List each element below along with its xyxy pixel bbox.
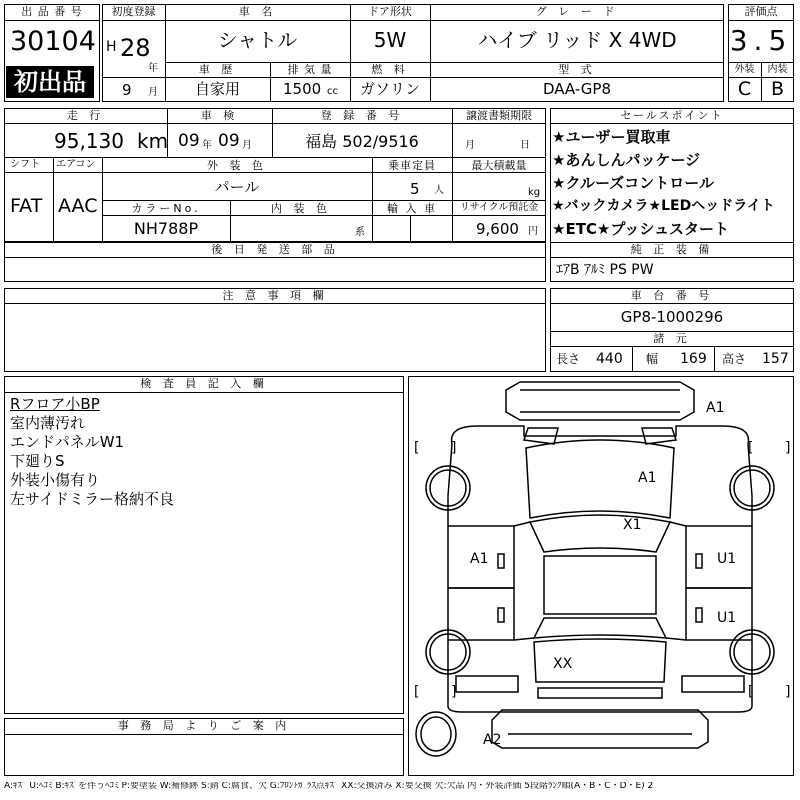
- spare-tire: [416, 712, 456, 756]
- registration-label: 登 録 番 号: [320, 109, 404, 122]
- int-color-label: 内 装 色: [271, 202, 331, 215]
- ext-color-label: 外 装 色: [207, 159, 267, 172]
- inspector-line: 左サイドミラー格納不良: [10, 490, 174, 508]
- score-label: 評価点: [744, 5, 778, 18]
- legend: A:ｷｽﾞ U:ﾍｺﾐ B:ｷｽﾞを伴うﾍｺﾐ P:要塗装 W:補修跡 S:錆 C:腐食、欠 G:ﾌﾛﾝﾄｶﾞﾗｽ点ｷｽﾞ XX:交換済み X:要交換 欠:欠品 内・外装評価 5段階ﾗﾝｸ順(A・B・C・D・E) 2: [4, 782, 654, 791]
- inspector-line: 下廻りS: [10, 452, 65, 470]
- history-label: 車 歴: [198, 63, 237, 76]
- month-unit: 月: [148, 87, 158, 98]
- svg-text:[: [: [412, 440, 421, 456]
- svg-text:[: [: [412, 684, 421, 700]
- office-label: 事 務 局 よ り ご 案 内: [117, 719, 291, 732]
- displacement-unit: cc: [327, 86, 338, 97]
- sales-item: ★ユーザー買取車: [552, 128, 671, 146]
- color-no-value: NH788P: [133, 219, 199, 238]
- inspection-year-unit: 年: [202, 140, 212, 151]
- inspection-month-unit: 月: [242, 140, 252, 151]
- sales-label: セールスポイント: [620, 109, 724, 122]
- transfer-month-unit: 月: [465, 140, 475, 151]
- svg-text:]: ]: [784, 440, 793, 456]
- ac-label: エアコン: [56, 159, 96, 170]
- car-name: シャトル: [217, 28, 298, 52]
- mark-right-front: U1: [717, 551, 737, 567]
- inspector-line: 外装小傷有り: [10, 471, 101, 489]
- genuine-label: 純 正 装 備: [630, 243, 714, 256]
- svg-text:]: ]: [450, 440, 459, 456]
- load-unit: kg: [528, 187, 541, 198]
- load-label: 最大積載量: [471, 159, 527, 172]
- ac-value: AAC: [58, 195, 98, 217]
- recycle-unit: 円: [528, 226, 538, 237]
- mark-left: A1: [470, 551, 489, 567]
- svg-text:[: [: [746, 440, 755, 456]
- interior-grade: B: [770, 78, 785, 100]
- recycle-label: リサイクル預託金: [459, 202, 539, 213]
- int-color-unit: 系: [355, 227, 365, 238]
- front-bumper: [506, 382, 694, 420]
- score-value: 3.5: [729, 24, 793, 57]
- shift-label: シフト: [10, 159, 40, 170]
- car-diagram-svg: [408, 376, 794, 776]
- rear-bumper: [492, 710, 708, 748]
- length-label: 長さ: [556, 352, 581, 366]
- chassis-label: 車 台 番 号: [630, 289, 714, 302]
- fuel-value: ガソリン: [359, 80, 420, 98]
- model-value: DAA-GP8: [542, 80, 612, 98]
- interior-label: 内装: [767, 64, 788, 75]
- body-outline: [448, 426, 755, 712]
- capacity-unit: 人: [434, 185, 444, 196]
- inspection-label: 車 検: [200, 109, 239, 122]
- inspector-line: エンドパネルW1: [10, 433, 125, 451]
- height-label: 高さ: [722, 352, 747, 366]
- capacity-label: 乗車定員: [388, 159, 436, 172]
- chassis-value: GP8-1000296: [620, 308, 724, 326]
- color-no-label: カラーNo.: [131, 202, 201, 215]
- door-label: ドア形状: [368, 5, 412, 18]
- later-parts-label: 後 日 発 送 部 品: [211, 243, 339, 256]
- shift-value: FAT: [10, 195, 43, 217]
- mileage-value: 95,130: [54, 129, 124, 153]
- lot-number: 30104: [10, 26, 96, 57]
- genuine-value: ｴｱB ｱﾙﾐ PS PW: [556, 262, 654, 278]
- dims-label: 諸 元: [653, 332, 691, 345]
- door-value: 5W: [373, 28, 407, 52]
- inspection-year: 09: [178, 131, 200, 151]
- first-listing-badge: 初出品: [6, 66, 94, 98]
- length-value: 440: [596, 351, 623, 367]
- sales-item: ★クルーズコントロール: [552, 174, 714, 192]
- displacement-label: 排 気 量: [287, 63, 333, 76]
- inspector-label: 検 査 員 記 入 欄: [140, 377, 268, 390]
- mileage-label: 走 行: [66, 109, 105, 122]
- rear-lamp-right: [682, 676, 744, 692]
- inspector-line: 室内薄汚れ: [10, 414, 86, 432]
- rear-lamp-left: [456, 676, 518, 692]
- sales-item: ★ETC★プッシュスタート: [552, 220, 730, 238]
- year-unit: 年: [148, 63, 158, 74]
- mark-right-rear: U1: [717, 610, 737, 626]
- lot-label: 出 品 番 号: [21, 5, 83, 18]
- transfer-day-unit: 日: [520, 140, 530, 151]
- inspection-month: 09: [218, 131, 240, 151]
- windshield: [530, 515, 670, 552]
- rear-window: [534, 618, 666, 638]
- car-name-label: 車 名: [238, 5, 277, 18]
- transfer-label: 譲渡書類期限: [466, 109, 532, 122]
- ext-color-value: パール: [214, 178, 260, 196]
- mark-front: A1: [706, 400, 725, 416]
- recycle-value: 9,600: [476, 220, 519, 238]
- first-reg-year: 28: [120, 34, 151, 62]
- mileage-unit: km: [137, 129, 169, 153]
- mark-rear: A2: [483, 732, 502, 748]
- notes-label: 注 意 事 項 欄: [222, 289, 328, 302]
- mark-hood: A1: [638, 470, 657, 486]
- history-value: 自家用: [194, 80, 240, 98]
- width-label: 幅: [646, 352, 659, 366]
- mark-trunk: XX: [553, 656, 573, 672]
- grade-label: グ レ ー ド: [535, 5, 619, 18]
- import-label: 輸 入 車: [387, 202, 437, 215]
- exterior-label: 外装: [734, 64, 755, 75]
- mark-roof: X1: [623, 517, 642, 533]
- displacement-value: 1500: [283, 80, 322, 98]
- grade-value: ハイブ リッド X 4WD: [477, 28, 677, 52]
- svg-text:]: ]: [450, 684, 459, 700]
- first-reg-month: 9: [122, 81, 132, 99]
- inspector-line: Rフロア小BP: [10, 395, 100, 413]
- width-value: 169: [680, 351, 707, 367]
- sales-item: ★あんしんパッケージ: [552, 151, 701, 169]
- first-reg-label: 初度登録: [111, 5, 156, 18]
- sales-item: ★バックカメラ★LEDヘッドライト: [552, 198, 775, 214]
- svg-text:]: ]: [784, 684, 793, 700]
- svg-text:[: [: [746, 684, 755, 700]
- fuel-label: 燃 料: [371, 63, 409, 76]
- model-label: 型 式: [558, 63, 596, 76]
- registration-value: 福島 502/9516: [305, 132, 419, 151]
- capacity-value: 5: [410, 180, 420, 198]
- roof: [544, 556, 656, 614]
- exterior-grade: C: [737, 78, 752, 100]
- era: H: [106, 39, 117, 55]
- height-value: 157: [762, 351, 789, 367]
